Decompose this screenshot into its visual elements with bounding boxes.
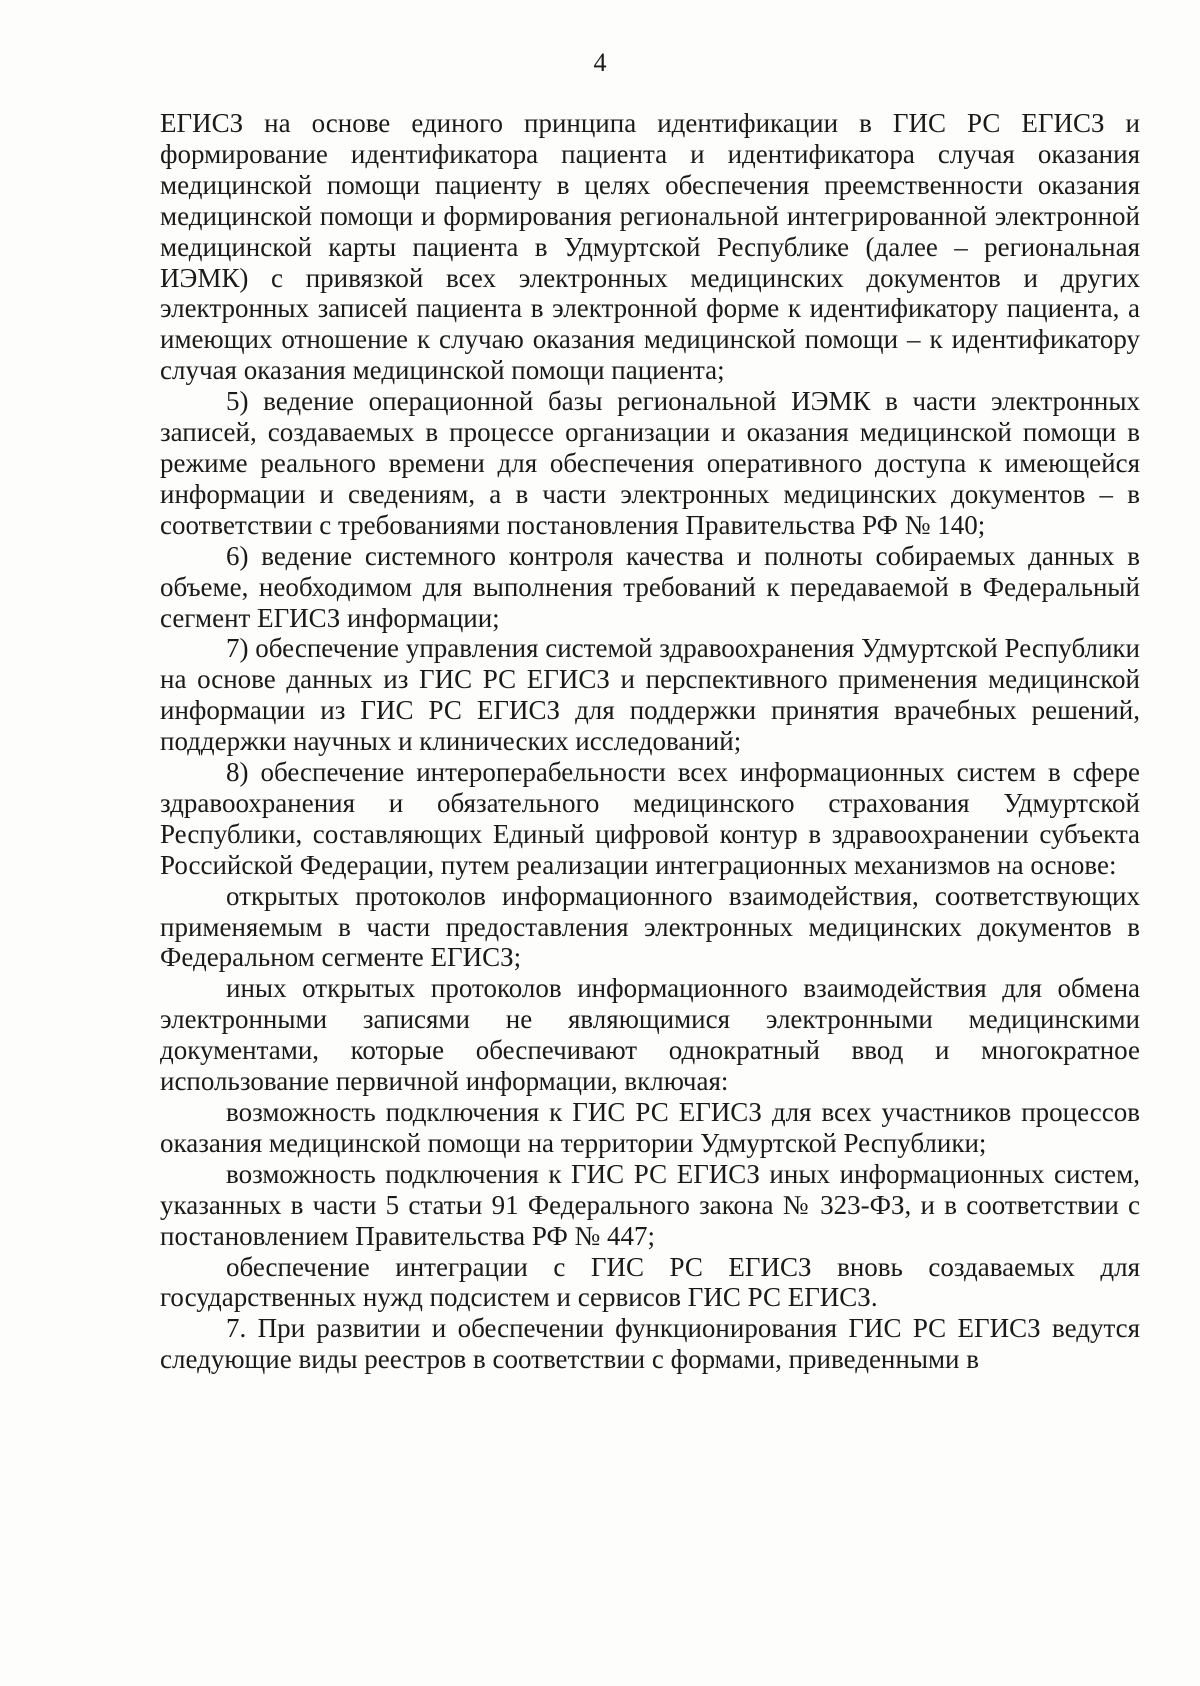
paragraph-continuation: ЕГИСЗ на основе единого принципа идентификации в ГИС РС ЕГИСЗ и формирование идентификатора пациента и идентификатора случая оказания медицинской помощи пациенту в целях обеспечения преемственности оказания медицинской помощи и формирования региональной интегрированной электронной медицинской карты пациента в Удмуртской Республике (далее – региональная ИЭМК) с привязкой всех электронных медицинских документов и других электронных записей пациента в электронной форме к идентификатору пациента, а имеющих отношение к случаю оказания медицинской помощи – к идентификатору случая оказания медицинской помощи пациента; [160,108,1140,386]
paragraph-open-protocols: открытых протоколов информационного взаимодействия, соответствующих применяемым в части предоставления электронных медицинских документов в Федеральном сегменте ЕГИСЗ; [160,880,1140,973]
document-body [160,108,1140,1375]
paragraph-connection-systems: возможность подключения к ГИС РС ЕГИСЗ иных информационных систем, указанных в части 5 статьи 91 Федерального закона № 323-ФЗ, и в соответствии с постановлением Правительства РФ № 447; [160,1158,1140,1251]
paragraph-section-7: 7. При развитии и обеспечении функционирования ГИС РС ЕГИСЗ ведутся следующие виды реестров в соответствии с формами, приведенными в [160,1313,1140,1375]
paragraph-other-protocols: иных открытых протоколов информационного взаимодействия для обмена электронными записями не являющимися электронными медицинскими документами, которые обеспечивают однократный ввод и многократное использование первичной информации, включая: [160,973,1140,1097]
paragraph-connection-participants: возможность подключения к ГИС РС ЕГИСЗ для всех участников процессов оказания медицинской помощи на территории Удмуртской Республики; [160,1097,1140,1158]
paragraph-item-8: 8) обеспечение интероперабельности всех информационных систем в сфере здравоохранения и обязательного медицинского страхования Удмуртской Республики, составляющих Единый цифровой контур в здравоохранении субъекта Российской Федерации, путем реализации интеграционных механизмов на основе: [160,757,1140,880]
paragraph-integration: обеспечение интеграции с ГИС РС ЕГИСЗ вновь создаваемых для государственных нужд подсистем и сервисов ГИС РС ЕГИСЗ. [160,1251,1140,1313]
page-number: 4 [593,48,607,77]
paragraph-item-7: 7) обеспечение управления системой здравоохранения Удмуртской Республики на основе данных из ГИС РС ЕГИСЗ и перспективного применения медицинской информации из ГИС РС ЕГИСЗ для поддержки принятия врачебных решений, поддержки научных и клинических исследований; [160,633,1140,757]
paragraph-item-5: 5) ведение операционной базы региональной ИЭМК в части электронных записей, создаваемых в процессе организации и оказания медицинской помощи в режиме реального времени для обеспечения оперативного доступа к имеющейся информации и сведениям, а в части электронных медицинских документов – в соответствии с требованиями постановления Правительства РФ № 140; [160,386,1140,540]
paragraph-item-6: 6) ведение системного контроля качества и полноты собираемых данных в объеме, необходимом для выполнения требований к передаваемой в Федеральный сегмент ЕГИСЗ информации; [160,540,1140,633]
